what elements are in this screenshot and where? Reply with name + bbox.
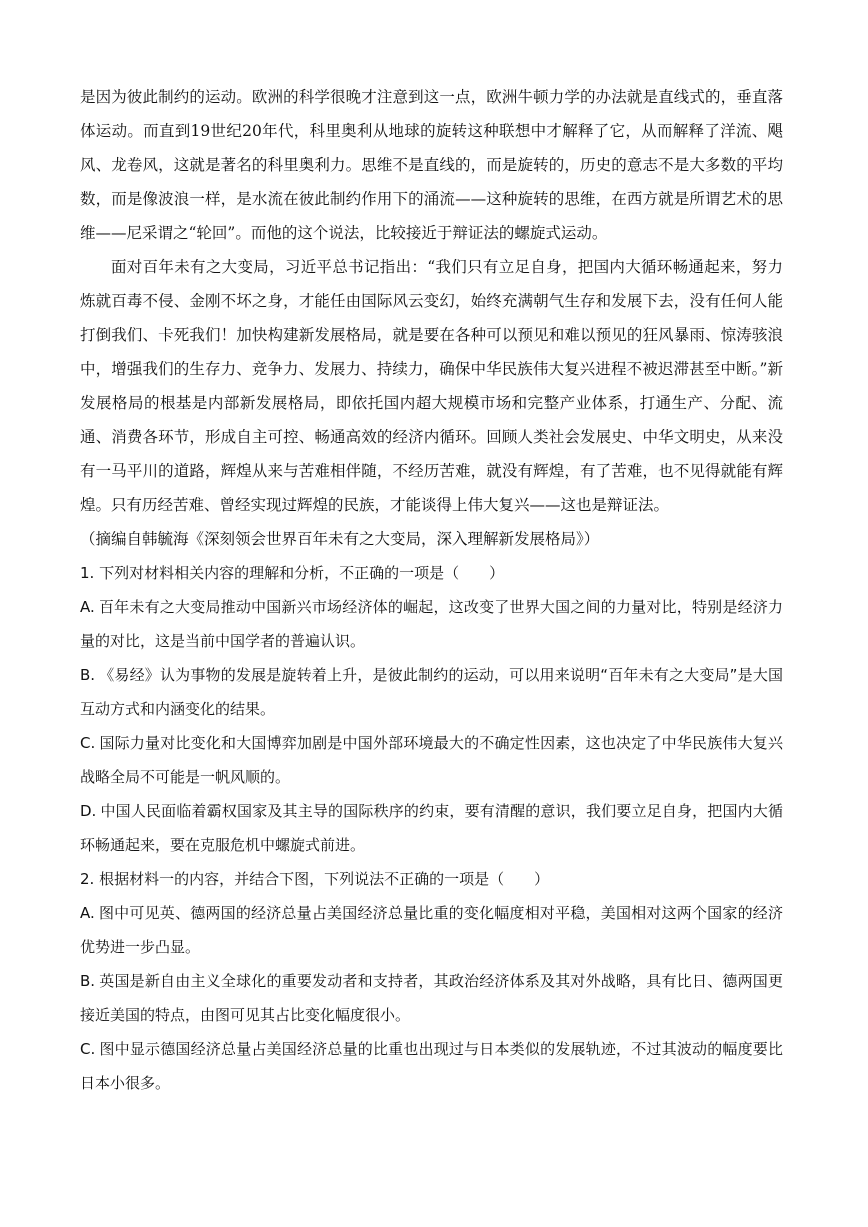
question-1-stem: 1. 下列对材料相关内容的理解和分析，不正确的一项是（ ） xyxy=(80,564,505,582)
option-text: 英国是新自由主义全球化的重要发动者和支持者，其政治经济体系及其对外战略，具有比日、德两国更接近美国的特点，由图可见其占比变化幅度很小。 xyxy=(80,972,783,1024)
question-2 xyxy=(80,862,783,1100)
option-text: 图中可见英、德两国的经济总量占美国经济总量比重的变化幅度相对平稳，美国相对这两个国家的经济优势进一步凸显。 xyxy=(80,904,783,956)
passage-paragraph-1: 是因为彼此制约的运动。欧洲的科学很晚才注意到这一点，欧洲牛顿力学的办法就是直线式的，垂直落体运动。而直到19世纪20年代，科里奥利从地球的旋转这种联想中才解释了它，从而解释了洋流、飓风、龙卷风，这就是著名的科里奥利力。思维不是直线的，而是旋转的，历史的意志不是大多数的平均数，而是像波浪一样，是水流在彼此制约作用下的涌流——这种旋转的思维，在西方就是所谓艺术的思维——尼采谓之“轮回”。而他的这个说法，比较接近于辩证法的螺旋式运动。 xyxy=(80,88,783,242)
question-2-option-b[interactable] xyxy=(80,964,783,1032)
option-letter: A. xyxy=(80,904,95,922)
option-text: 百年未有之大变局推动中国新兴市场经济体的崛起，这改变了世界大国之间的力量对比，特别是经济力量的对比，这是当前中国学者的普遍认识。 xyxy=(80,598,783,650)
question-1 xyxy=(80,556,783,862)
question-2-option-c[interactable] xyxy=(80,1032,783,1100)
question-1-option-c[interactable] xyxy=(80,726,783,794)
option-letter: C. xyxy=(80,1040,96,1058)
question-1-option-a[interactable] xyxy=(80,590,783,658)
option-letter: A. xyxy=(80,598,95,616)
reading-passage xyxy=(80,80,783,556)
option-text: 图中显示德国经济总量占美国经济总量的比重也出现过与日本类似的发展轨迹，不过其波动的幅度要比日本小很多。 xyxy=(80,1040,783,1092)
option-text: 国际力量对比变化和大国博弈加剧是中国外部环境最大的不确定性因素，这也决定了中华民族伟大复兴战略全局不可能是一帆风顺的。 xyxy=(80,734,783,786)
option-letter: C. xyxy=(80,734,96,752)
passage-source-citation: （摘编自韩毓海《深刻领会世界百年未有之大变局，深入理解新发展格局》） xyxy=(80,530,600,548)
option-text: 中国人民面临着霸权国家及其主导的国际秩序的约束，要有清醒的意识，我们要立足自身，把国内大循环畅通起来，要在克服危机中螺旋式前进。 xyxy=(80,802,783,854)
question-2-option-a[interactable] xyxy=(80,896,783,964)
option-text: 《易经》认为事物的发展是旋转着上升，是彼此制约的运动，可以用来说明“百年未有之大变局”是大国互动方式和内涵变化的结果。 xyxy=(80,666,783,718)
option-letter: B. xyxy=(80,666,96,684)
question-1-option-d[interactable] xyxy=(80,794,783,862)
passage-paragraph-2: 面对百年未有之大变局，习近平总书记指出：“我们只有立足自身，把国内大循环畅通起来，努力炼就百毒不侵、金刚不坏之身，才能任由国际风云变幻，始终充满朝气生存和发展下去，没有任何人能打倒我们、卡死我们！加快构建新发展格局，就是要在各种可以预见和难以预见的狂风暴雨、惊涛骇浪中，增强我们的生存力、竞争力、发展力、持续力，确保中华民族伟大复兴进程不被迟滞甚至中断。”新发展格局的根基是内部新发展格局，即依托国内超大规模市场和完整产业体系，打通生产、分配、流通、消费各环节，形成自主可控、畅通高效的经济内循环。回顾人类社会发展史、中华文明史，从来没有一马平川的道路，辉煌从来与苦难相伴随，不经历苦难，就没有辉煌，有了苦难，也不见得就能有辉煌。只有历经苦难、曾经实现过辉煌的民族，才能谈得上伟大复兴——这也是辩证法。 xyxy=(80,258,783,514)
option-letter: D. xyxy=(80,802,97,820)
option-letter: B. xyxy=(80,972,96,990)
question-2-stem: 2. 根据材料一的内容，并结合下图，下列说法不正确的一项是（ ） xyxy=(80,870,550,888)
question-1-option-b[interactable] xyxy=(80,658,783,726)
